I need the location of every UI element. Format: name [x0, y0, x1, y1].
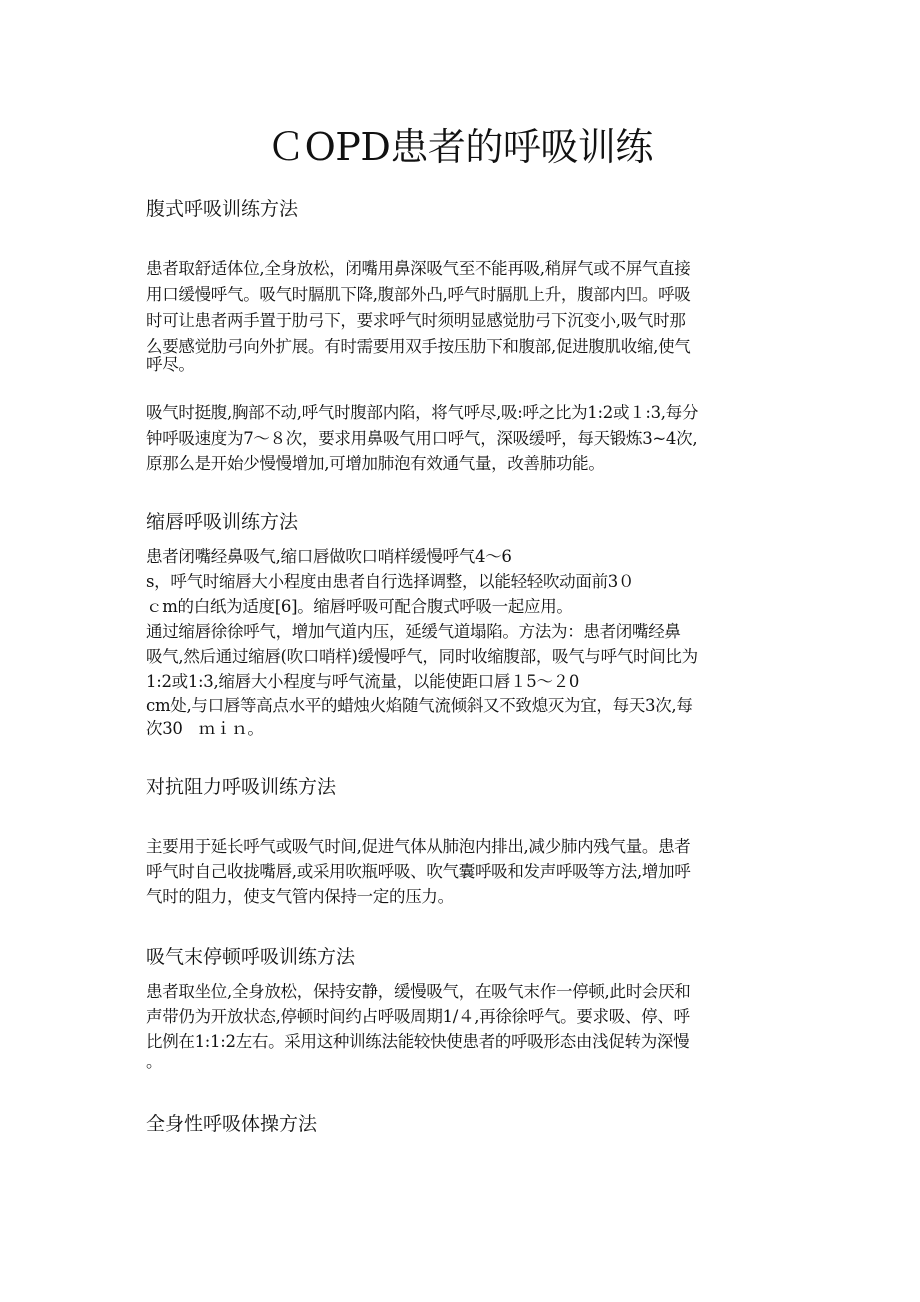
section-heading-pursed-lip: 缩唇呼吸训练方法	[146, 511, 299, 533]
section-heading-abdominal: 腹式呼吸训练方法	[146, 198, 299, 220]
paragraph-line: cm处,与口唇等高点水平的蜡烛火焰随气流倾斜又不致熄灭为宜，每天3次,每	[146, 696, 693, 715]
paragraph-line: 主要用于延长呼气或吸气时间,促进气体从肺泡内排出,减少肺内残气量。患者	[146, 837, 691, 856]
paragraph-line: 钟呼吸速度为7～８次，要求用鼻吸气用口呼气，深吸缓呼，每天锻炼3~4次,	[146, 429, 698, 448]
paragraph-line: 气时的阻力，使支气管内保持一定的压力。	[146, 887, 454, 906]
document-title: ＣOPD患者的呼吸训练	[267, 125, 653, 169]
paragraph-line: ｃm的白纸为适度[6]。缩唇呼吸可配合腹式呼吸一起应用。	[146, 597, 573, 616]
paragraph-line: s，呼气时缩唇大小程度由患者自行选择调整，以能轻轻吹动面前3０	[146, 572, 635, 591]
paragraph-line: 原那么是开始少慢慢增加,可增加肺泡有效通气量，改善肺功能。	[146, 454, 605, 473]
section-heading-resistance: 对抗阻力呼吸训练方法	[146, 776, 337, 798]
paragraph-line: 声带仍为开放状态,停顿时间约占呼吸周期1/４,再徐徐呼气。要求吸、停、呼	[146, 1007, 690, 1026]
paragraph-line: 比例在1:1:2左右。采用这种训练法能较快使患者的呼吸形态由浅促转为深慢	[146, 1032, 690, 1051]
paragraph-line: 时可让患者两手置于肋弓下，要求呼气时须明显感觉肋弓下沉变小,吸气时那	[146, 311, 686, 330]
paragraph-line: 患者取坐位,全身放松，保持安静，缓慢吸气，在吸气末作一停顿,此时会厌和	[146, 982, 691, 1001]
paragraph-line: 吸气,然后通过缩唇(吹口哨样)缓慢呼气，同时收缩腹部，吸气与呼气时间比为	[146, 647, 698, 666]
paragraph-line: 通过缩唇徐徐呼气，增加气道内压，延缓气道塌陷。方法为：患者闭嘴经鼻	[146, 622, 681, 641]
paragraph-line: 患者闭嘴经鼻吸气,缩口唇做吹口哨样缓慢呼气4～6	[146, 547, 512, 566]
paragraph-line: 么要感觉肋弓向外扩展。有时需要用双手按压肋下和腹部,促进腹肌收缩,使气	[146, 337, 691, 356]
paragraph-line: 吸气时挺腹,胸部不动,呼气时腹部内陷，将气呼尽,吸:呼之比为1:2或１:3,每分	[146, 403, 699, 422]
paragraph-line: 。	[146, 1052, 163, 1071]
paragraph-line: 呼尽。	[146, 355, 195, 374]
paragraph-line: 呼气时自己收拢嘴唇,或采用吹瓶呼吸、吹气囊呼吸和发声呼吸等方法,增加呼	[146, 862, 691, 881]
paragraph-line: 1:2或1:3,缩唇大小程度与呼气流量，以能使距口唇１5～２0	[146, 672, 580, 691]
paragraph-line: 次30 ｍｉｎ。	[146, 719, 264, 738]
paragraph-line: 患者取舒适体位,全身放松，闭嘴用鼻深吸气至不能再吸,稍屏气或不屏气直接	[146, 259, 691, 278]
paragraph-line: 用口缓慢呼气。吸气时膈肌下降,腹部外凸,呼气时膈肌上升，腹部内凹。呼吸	[146, 285, 691, 304]
section-heading-full-body-exercise: 全身性呼吸体操方法	[146, 1113, 318, 1135]
section-heading-end-inspiratory-pause: 吸气末停顿呼吸训练方法	[146, 946, 356, 968]
